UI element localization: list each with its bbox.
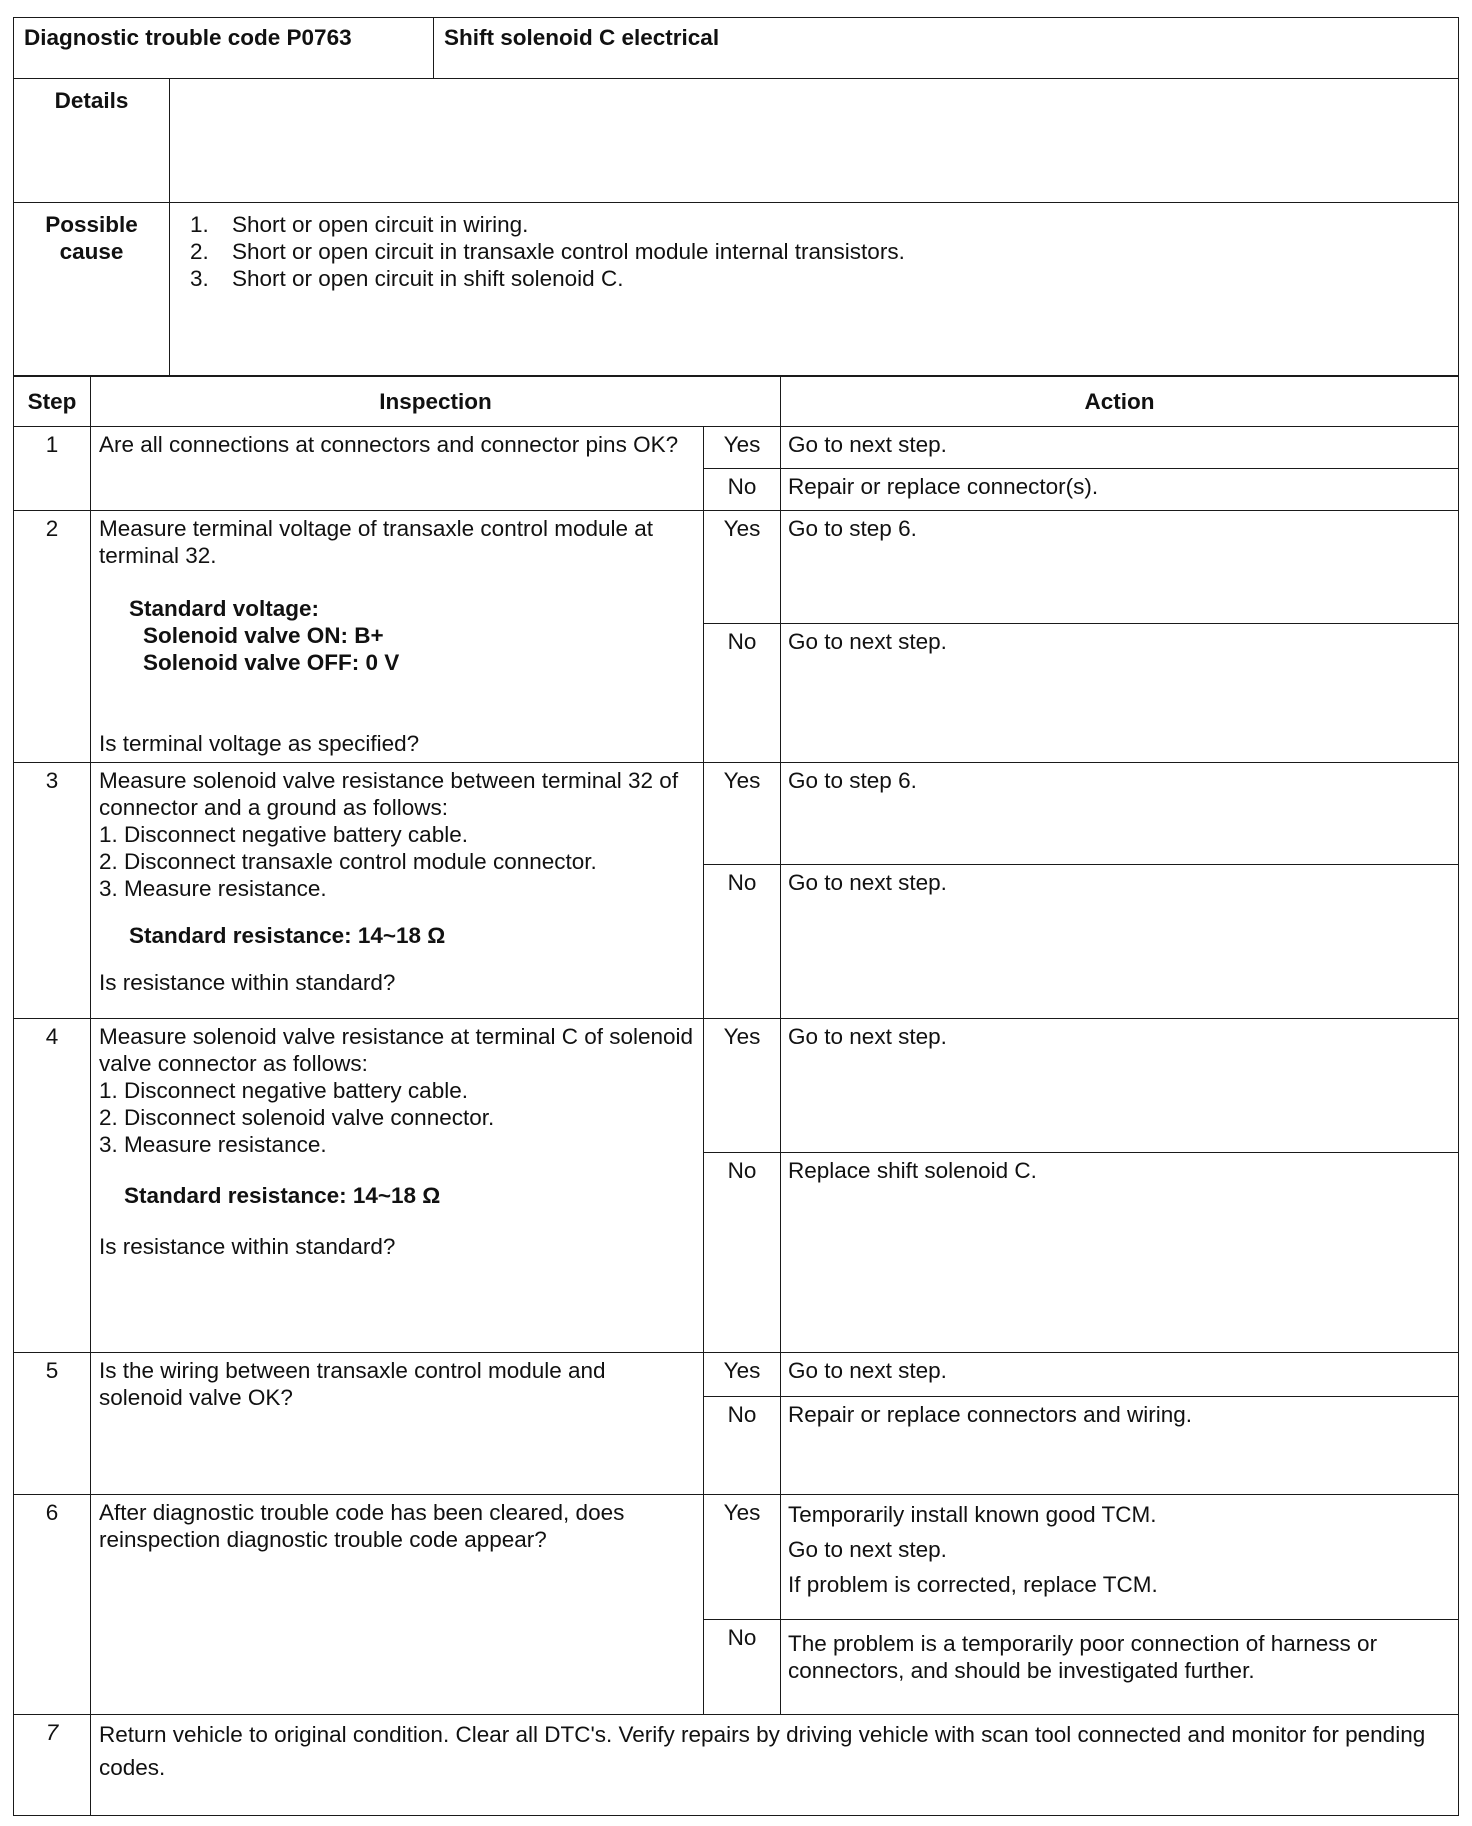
spec-line: Solenoid valve OFF: 0 V — [143, 650, 400, 675]
no-action: Go to next step. — [781, 865, 1459, 1019]
possible-cause-content — [170, 202, 1459, 376]
yes-action: Go to step 6. — [781, 763, 1459, 865]
step-inspection: After diagnostic trouble code has been cleared, does reinspection diagnostic trouble code appear? — [91, 1495, 704, 1715]
details-content — [170, 78, 1459, 202]
no-label: No — [704, 469, 781, 511]
yes-action-line: Go to next step. — [788, 1537, 947, 1562]
yes-label: Yes — [704, 1353, 781, 1397]
inspection-question: Is terminal voltage as specified? — [99, 731, 420, 756]
inspection-substep: 1. Disconnect negative battery cable. — [99, 822, 468, 847]
yes-label: Yes — [704, 427, 781, 469]
step-inspection — [91, 1019, 704, 1353]
step-row — [14, 1353, 1459, 1397]
step-row — [14, 1495, 1459, 1620]
yes-action: Go to next step. — [781, 1019, 1459, 1153]
info-table — [13, 78, 1459, 377]
step-row — [14, 1715, 1459, 1816]
possible-cause-item: 1. Short or open circuit in wiring. — [190, 211, 529, 237]
step-number: 3 — [14, 763, 91, 1019]
inspection-question: Is resistance within standard? — [99, 1234, 396, 1259]
step-number: 7 — [14, 1715, 91, 1816]
possible-cause-list — [170, 203, 1458, 292]
step-row — [14, 511, 1459, 624]
inspection-substep: 2. Disconnect solenoid valve connector. — [99, 1105, 495, 1130]
possible-cause-item: 3. Short or open circuit in shift solenoid C. — [190, 265, 624, 291]
no-action: Replace shift solenoid C. — [781, 1153, 1459, 1353]
step-inspection — [91, 511, 704, 763]
step-inspection: Return vehicle to original condition. Clear all DTC's. Verify repairs by driving vehicle with scan tool connected and monitor for pending codes. — [91, 1715, 1459, 1816]
no-action: The problem is a temporarily poor connection of harness or connectors, and should be investigated further. — [781, 1620, 1459, 1715]
steps-table — [13, 375, 1459, 1816]
header-table — [13, 17, 1459, 79]
details-label: Details — [14, 78, 170, 202]
no-label: No — [704, 1153, 781, 1353]
inspection-text: Measure solenoid valve resistance between terminal 32 of connector and a ground as follows: — [99, 768, 679, 820]
inspection-substep: 2. Disconnect transaxle control module connector. — [99, 849, 597, 874]
no-action: Repair or replace connector(s). — [781, 469, 1459, 511]
possible-cause-label-line1: Possible — [45, 211, 138, 237]
yes-action-line: If problem is corrected, replace TCM. — [788, 1572, 1158, 1597]
no-label: No — [704, 1397, 781, 1495]
inspection-text: Measure terminal voltage of transaxle control module at terminal 32. — [99, 516, 654, 568]
column-header-step: Step — [14, 376, 91, 427]
inspection-question: Is resistance within standard? — [99, 970, 396, 995]
step-number: 6 — [14, 1495, 91, 1715]
no-action: Repair or replace connectors and wiring. — [781, 1397, 1459, 1495]
no-label: No — [704, 1620, 781, 1715]
column-header-inspection: Inspection — [91, 376, 781, 427]
possible-cause-label — [14, 202, 170, 376]
yes-action: Go to next step. — [781, 1353, 1459, 1397]
inspection-substep: 3. Measure resistance. — [99, 1132, 327, 1157]
no-label: No — [704, 624, 781, 763]
spec-line: Standard resistance: 14~18 Ω — [129, 923, 446, 948]
step-number: 1 — [14, 427, 91, 511]
yes-label: Yes — [704, 511, 781, 624]
yes-action — [781, 1495, 1459, 1620]
possible-cause-item: 2. Short or open circuit in transaxle control module internal transistors. — [190, 238, 905, 264]
diagnostic-sheet — [13, 17, 1459, 1816]
step-number: 5 — [14, 1353, 91, 1495]
step-row — [14, 1019, 1459, 1153]
no-label: No — [704, 865, 781, 1019]
yes-action-line: Temporarily install known good TCM. — [788, 1502, 1157, 1527]
possible-cause-label-line2: cause — [59, 238, 124, 264]
inspection-substep: 1. Disconnect negative battery cable. — [99, 1078, 468, 1103]
inspection-text: Measure solenoid valve resistance at terminal C of solenoid valve connector as follows: — [99, 1024, 694, 1076]
yes-action: Go to step 6. — [781, 511, 1459, 624]
dtc-code-cell: Diagnostic trouble code P0763 — [14, 18, 434, 79]
spec-line: Solenoid valve ON: B+ — [143, 623, 384, 648]
yes-label: Yes — [704, 1019, 781, 1153]
spec-line: Standard resistance: 14~18 Ω — [124, 1183, 441, 1208]
dtc-title-cell: Shift solenoid C electrical — [434, 18, 1459, 79]
step-number: 4 — [14, 1019, 91, 1353]
step-inspection — [91, 763, 704, 1019]
yes-label: Yes — [704, 763, 781, 865]
step-number: 2 — [14, 511, 91, 763]
no-action: Go to next step. — [781, 624, 1459, 763]
spec-title: Standard voltage: — [129, 596, 320, 621]
column-header-action: Action — [781, 376, 1459, 427]
step-inspection: Are all connections at connectors and connector pins OK? — [91, 427, 704, 511]
step-row — [14, 763, 1459, 865]
step-row — [14, 427, 1459, 469]
step-inspection: Is the wiring between transaxle control module and solenoid valve OK? — [91, 1353, 704, 1495]
yes-action: Go to next step. — [781, 427, 1459, 469]
yes-label: Yes — [704, 1495, 781, 1620]
inspection-substep: 3. Measure resistance. — [99, 876, 327, 901]
